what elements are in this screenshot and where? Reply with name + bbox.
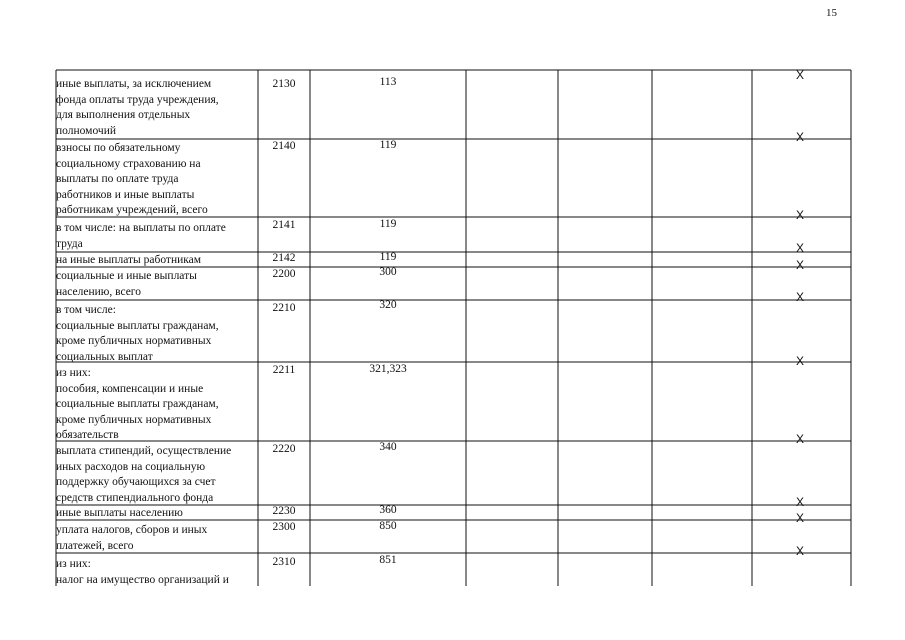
- row-label: взносы по обязательному социальному страхованию на выплаты по оплате труда работников и иные выплаты работникам учреждений, всего: [56, 142, 208, 217]
- row-kosgu: 113: [379, 76, 397, 88]
- row-label: иные выплаты населению: [56, 507, 183, 519]
- row-label: в том числе: социальные выплаты гражданам, кроме публичных нормативных социальных выплат: [56, 304, 219, 363]
- row-mark: X: [795, 432, 804, 446]
- row-kosgu: 300: [379, 266, 397, 278]
- row-kosgu: 850: [379, 520, 397, 532]
- row-code: 2211: [272, 364, 296, 376]
- row-code: 2200: [272, 268, 296, 280]
- row-code: 2141: [272, 219, 296, 231]
- row-mark: X: [795, 241, 804, 255]
- row-label: иные выплаты, за исключением фонда оплаты труда учреждения, для выполнения отдельных полномочий: [56, 78, 219, 137]
- row-code: 2220: [272, 443, 296, 455]
- row-kosgu: 851: [379, 554, 397, 566]
- row-code: 2140: [272, 140, 296, 152]
- row-kosgu: 119: [379, 251, 397, 263]
- row-mark: X: [795, 258, 804, 272]
- row-mark: X: [795, 495, 804, 509]
- row-kosgu: 340: [379, 441, 397, 453]
- row-code: 2130: [272, 78, 296, 90]
- row-mark: X: [795, 130, 804, 144]
- row-mark: X: [795, 354, 804, 368]
- row-label: из них: пособия, компенсации и иные социальные выплаты гражданам, кроме публичных нормативных обязательств: [56, 367, 219, 442]
- row-label: выплата стипендий, осуществление иных расходов на социальную поддержку обучающихся за счет средств стипендиального фонда: [56, 445, 232, 504]
- row-mark: X: [795, 68, 804, 82]
- row-code: 2210: [272, 302, 296, 314]
- row-kosgu: 360: [379, 504, 397, 516]
- row-label: из них: налог на имущество организаций и: [56, 558, 229, 586]
- row-code: 2230: [272, 505, 296, 517]
- row-label: на иные выплаты работникам: [56, 254, 202, 266]
- row-kosgu: 119: [379, 139, 397, 151]
- page-number: 15: [826, 7, 837, 19]
- row-label: уплата налогов, сборов и иных платежей, всего: [56, 524, 208, 552]
- row-kosgu: 119: [379, 218, 397, 230]
- row-mark: X: [795, 290, 804, 304]
- row-code: 2300: [272, 521, 296, 533]
- row-label: в том числе: на выплаты по оплате труда: [56, 222, 226, 250]
- row-mark: X: [795, 511, 804, 525]
- row-code: 2310: [272, 556, 296, 568]
- row-mark: X: [795, 208, 804, 222]
- row-label: социальные и иные выплаты населению, всего: [56, 270, 197, 298]
- row-mark: X: [795, 544, 804, 558]
- row-code: 2142: [272, 252, 296, 264]
- row-kosgu: 321,323: [369, 363, 407, 375]
- row-kosgu: 320: [379, 299, 397, 311]
